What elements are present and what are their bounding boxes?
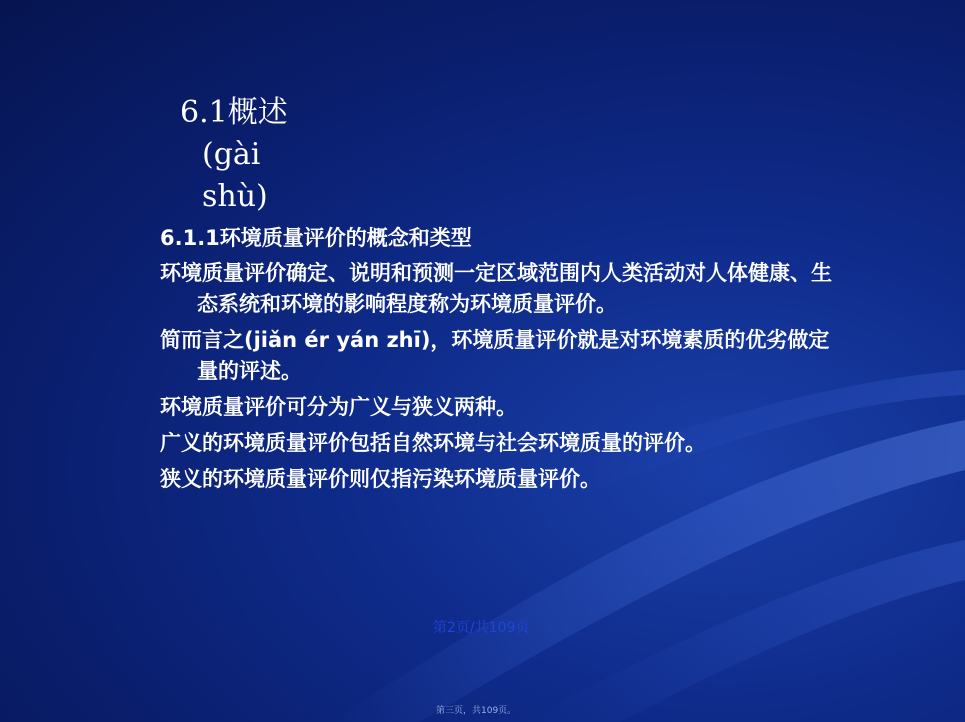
title-text: 6.1概述 — [180, 95, 288, 130]
slide-body — [160, 223, 840, 500]
paragraph-narrow: 狭义的环境质量评价则仅指污染环境质量评价。 — [160, 467, 601, 491]
section-subheading: 6.1.1环境质量评价的概念和类型 — [160, 226, 472, 250]
paragraph-broad: 广义的环境质量评价包括自然环境与社会环境质量的评价。 — [160, 431, 706, 455]
page-footer-small: 第三页，共109页。 — [436, 706, 517, 716]
title-pinyin-1: (gài — [202, 137, 261, 172]
paragraph-types: 环境质量评价可分为广义与狭义两种。 — [160, 395, 517, 419]
slide-title — [180, 92, 288, 218]
page-number-label: 第2页/共109页 — [433, 620, 530, 636]
paragraph-summary: 简而言之(jiǎn ér yán zhī)，环境质量评价就是对环境素质的优劣做定量的评述。 — [160, 328, 830, 383]
paragraph-definition: 环境质量评价确定、说明和预测一定区域范围内人类活动对人体健康、生态系统和环境的影响程度称为环境质量评价。 — [160, 261, 832, 316]
title-pinyin-2: shù) — [202, 179, 268, 214]
